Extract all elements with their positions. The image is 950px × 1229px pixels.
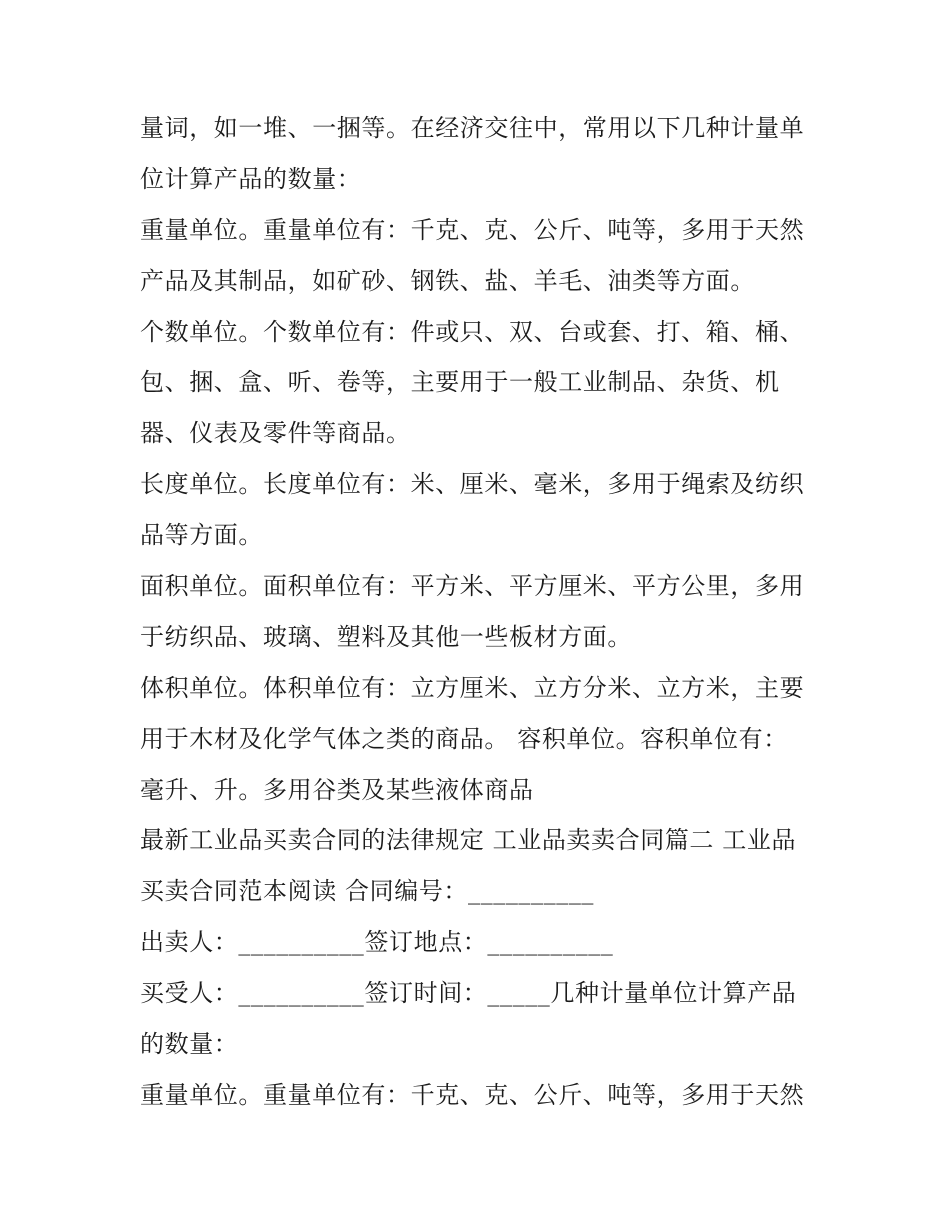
document-body [140, 103, 830, 1121]
text-line: 毫升、升。多用谷类及某些液体商品 [140, 775, 534, 804]
text-line: 个数单位。个数单位有：件或只、双、台或套、打、箱、桶、 [140, 317, 805, 346]
text-line: 重量单位。重量单位有：千克、克、公斤、吨等，多用于天然 [140, 1080, 805, 1109]
text-line: 用于木材及化学气体之类的商品。 容积单位。容积单位有： [140, 724, 788, 753]
text-line: 产品及其制品，如矿砂、钢铁、盐、羊毛、油类等方面。 [140, 266, 755, 295]
text-line: 器、仪表及零件等商品。 [140, 419, 411, 448]
text-line: 品等方面。 [140, 521, 263, 550]
text-line: 最新工业品买卖合同的法律规定 工业品卖卖合同篇二 工业品 [140, 826, 797, 855]
text-line: 面积单位。面积单位有：平方米、平方厘米、平方公里，多用 [140, 572, 805, 601]
text-line: 于纺织品、玻璃、塑料及其他一些板材方面。 [140, 622, 632, 651]
text-line: 买卖合同范本阅读 合同编号：__________ [140, 877, 595, 906]
text-line: 体积单位。体积单位有：立方厘米、立方分米、立方米，主要 [140, 673, 805, 702]
text-line: 位计算产品的数量： [140, 164, 362, 193]
text-line: 量词，如一堆、一捆等。在经济交往中，常用以下几种计量单 [140, 114, 805, 142]
text-line: 长度单位。长度单位有：米、厘米、毫米，多用于绳索及纺织 [140, 470, 805, 499]
text-line: 出卖人：__________签订地点：__________ [140, 928, 614, 957]
text-line: 重量单位。重量单位有：千克、克、公斤、吨等，多用于天然 [140, 215, 805, 244]
text-line: 包、捆、盒、听、卷等，主要用于一般工业制品、杂货、机 [140, 368, 780, 397]
text-line: 买受人：__________签订时间：_____几种计量单位计算产品 [140, 979, 797, 1008]
text-line: 的数量： [140, 1030, 239, 1059]
